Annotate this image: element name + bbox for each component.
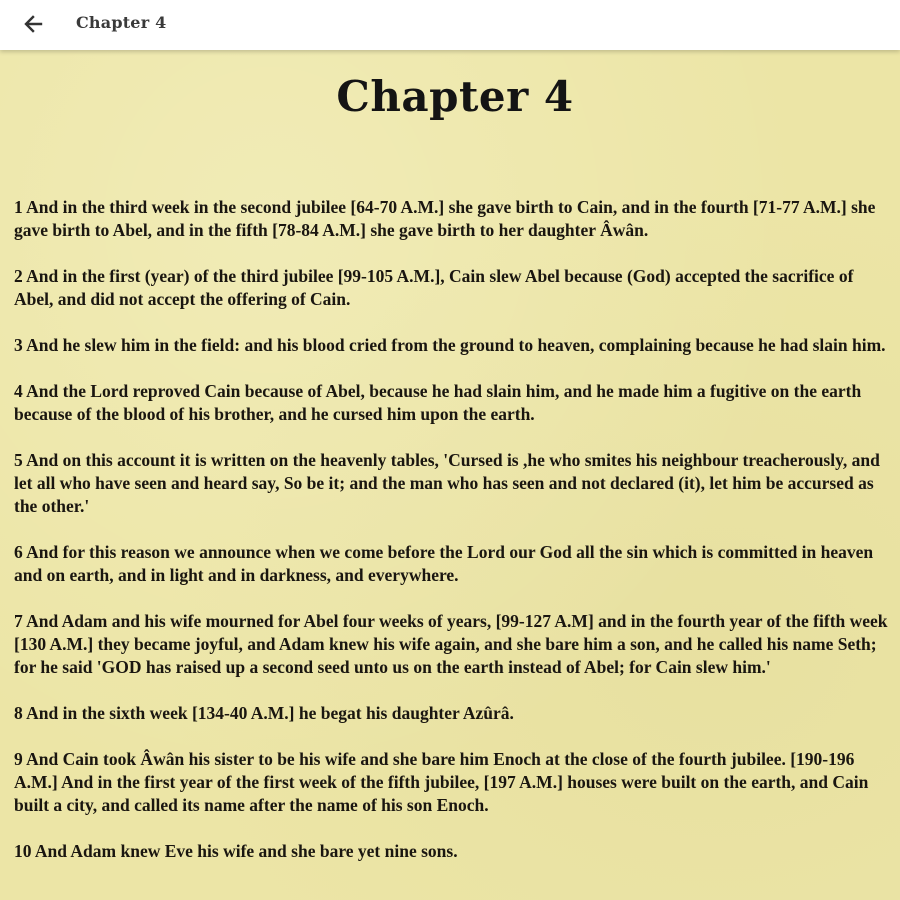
- verse: 1 And in the third week in the second jubilee [64-70 A.M.] she gave birth to Cain, and in the fourth [71-77 A.M.] she gave birth to Abel, and in the fifth [78-84 A.M.] she gave birth to her daughter Âwân.: [14, 197, 876, 240]
- back-button[interactable]: [18, 9, 48, 39]
- verse: 8 And in the sixth week [134-40 A.M.] he begat his daughter Azûrâ.: [14, 703, 514, 723]
- arrow-left-icon: [23, 14, 43, 34]
- verse: 2 And in the first (year) of the third jubilee [99-105 A.M.], Cain slew Abel because (God) accepted the sacrifice of Abel, and did not accept the offering of Cain.: [14, 266, 854, 309]
- verse: 3 And he slew him in the field: and his blood cried from the ground to heaven, complaining because he had slain him.: [14, 335, 886, 355]
- verse: 10 And Adam knew Eve his wife and she bare yet nine sons.: [14, 841, 458, 861]
- chapter-heading: Chapter 4: [336, 72, 574, 121]
- verse-list: [14, 196, 894, 886]
- appbar-title: Chapter 4: [76, 13, 167, 32]
- chapter-page[interactable]: [0, 50, 900, 900]
- verse: 9 And Cain took Âwân his sister to be his wife and she bare him Enoch at the close of the fourth jubilee. [190-196 A.M.] And in the first year of the first week of the fifth jubilee, [197 A.M.] houses were built on the earth, and Cain built a city, and called its name after the name of his son Enoch.: [14, 749, 869, 815]
- verse: 5 And on this account it is written on the heavenly tables, 'Cursed is ,he who smites his neighbour treacherously, and let all who have seen and heard say, So be it; and the man who has seen and not declared (it), let him be accursed as the other.': [14, 450, 880, 516]
- verse: 7 And Adam and his wife mourned for Abel four weeks of years, [99-127 A.M] and in the fourth year of the fifth week [130 A.M.] they became joyful, and Adam knew his wife again, and she bare him a son, and he called his name Seth; for he said 'GOD has raised up a second seed unto us on the earth instead of Abel; for Cain slew him.': [14, 611, 888, 677]
- app-bar: [0, 0, 900, 50]
- verse: 6 And for this reason we announce when we come before the Lord our God all the sin which is committed in heaven and on earth, and in light and in darkness, and everywhere.: [14, 542, 874, 585]
- verse: 4 And the Lord reproved Cain because of Abel, because he had slain him, and he made him a fugitive on the earth because of the blood of his brother, and he cursed him upon the earth.: [14, 381, 862, 424]
